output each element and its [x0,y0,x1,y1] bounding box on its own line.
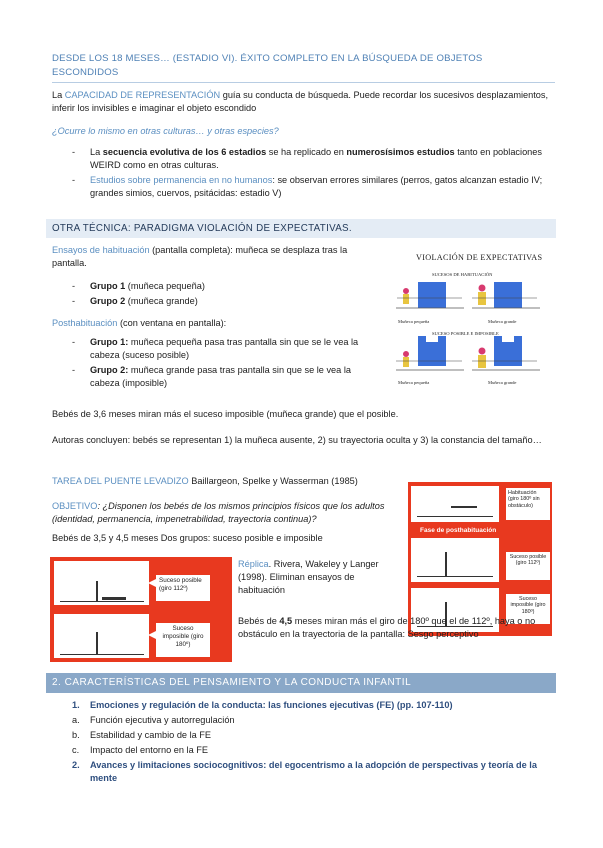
highlight-representation: CAPACIDAD DE REPRESENTACIÓN [64,90,221,100]
text: se ha replicado en [266,147,347,157]
list-item [72,336,377,362]
label-possible-right: Suceso posible (giro 112º) [509,554,547,567]
text: La [90,147,103,157]
figure-subtitle-habituation: SUCESOS DE HABITUACIÓN [432,272,493,277]
paragraph-conclusion: Autoras concluyen: bebés se representan 1) la muñeca ausente, 2) su trayectoria oculta y 3) la constancia del tamaño… [52,435,542,445]
text: La [52,90,65,100]
text: . Rivera, Wakeley y Langer (1998). Eliminan ensayos de habituación [238,559,379,596]
text-bold: Grupo 2: [90,365,129,376]
label-possible-card [156,575,210,601]
paragraph-groups: Bebés de 3,5 y 4,5 meses Dos grupos: suceso posible e imposible [52,533,323,543]
text-bold: numerosísimos estudios [346,147,455,157]
caption-big-2: Muñeca grande [488,380,517,385]
outline-marker: 1. [72,700,80,710]
outline-marker: 2. [72,760,80,771]
question-cultures: ¿Ocurre lo mismo en otras culturas… y otras especies? [52,126,279,136]
paragraph-habituation [52,244,382,270]
habituation-small [396,282,464,308]
panel-habituation [411,486,499,522]
figure-title: VIOLACIÓN DE EXPECTATIVAS [416,253,543,262]
outline-marker: c. [72,745,80,756]
section-title-stage-vi: DESDE LOS 18 MESES… (ESTADIO VI). ÉXITO COMPLETO EN LA BÚSQUEDA DE OBJETOS ESCONDIDOS [52,53,483,78]
floor-line [417,576,493,577]
outline-text: Función ejecutiva y autorregulación [90,715,235,726]
figure-drawbridge-left [50,557,232,662]
test-big [472,336,540,370]
label-possible: Suceso posible (giro 112º) [159,577,202,592]
test-small [396,336,464,370]
caption-big-1: Muñeca grande [488,319,517,324]
text-italic: : ¿Disponen los bebés de los mismos principios físicos que los adultos (identidad, permanencia, impenetrabilidad, trayectoria continua)? [52,501,385,525]
section-band-expectations: OTRA TÉCNICA: PARADIGMA VIOLACIÓN DE EXPECTATIVAS. [46,219,556,238]
highlight-objective: OBJETIVO [52,501,98,511]
list-groups [72,280,372,308]
text: (con ventana en pantalla): [117,318,227,328]
label-impossible: Suceso imposible (giro 180º) [162,625,204,648]
figure-drawings [392,278,552,378]
outline-text: Emociones y regulación de la conducta: las funciones ejecutivas (FE) (pp. 107-110) [90,700,453,710]
paragraph-replica-result [238,615,550,641]
floor-line [417,516,493,517]
title-underline [52,82,555,83]
outline-marker: b. [72,730,80,741]
outline-item-2 [52,759,542,785]
list-item [72,364,377,390]
paragraph-result: Bebés de 3,6 meses miran más el suceso imposible (muñeca grande) que el posible. [52,409,399,419]
paragraph-representation [52,89,552,115]
paragraph-objective [52,500,402,526]
outline-item-1 [52,699,552,712]
text: muñeca pequeña pasa tras pantalla sin que se le vea la cabeza (suceso posible) [90,337,359,361]
screen-flat [451,506,477,508]
text: (pantalla completa): muñeca se desplaza tras la pantalla. [52,245,348,269]
floor-line [60,654,144,655]
outline-item-b [52,729,552,742]
panel-possible [54,561,149,605]
text: meses miran más el giro de 180º que el de 112º, haya o no obstáculo en la trayectoria de la pantalla: Sesgo perceptivo [238,616,536,640]
text-bold: Grupo 1 [90,281,126,291]
highlight-nonhuman: Estudios sobre permanencia en no humanos [90,175,273,186]
list-item [72,174,547,200]
habituation-big [472,282,540,308]
paragraph-replica [238,558,403,597]
outline-list [52,699,552,785]
label-possible-right-card [506,552,550,580]
screen-rotated [96,632,98,654]
obstacle-box [102,597,126,600]
text: guía su conducta de búsqueda. Puede recordar los sucesivos desplazamientos, inferir los invisibles e imaginar el objeto escondido [52,90,549,114]
label-habituation-card [506,488,550,520]
highlight-drawbridge: TAREA DEL PUENTE LEVADIZO [52,476,189,486]
text-bold: Grupo 2 [90,296,126,307]
outline-marker: a. [72,715,80,726]
label-impossible-card [156,623,210,657]
figure-subtitle-test: SUCESO POSIBLE E IMPOSIBLE [432,331,499,336]
text-bold: 4,5 [279,616,293,626]
highlight-habituation: Ensayos de habituación [52,245,150,255]
paragraph-posthabituation [52,317,382,330]
list-item [72,146,547,172]
list-posthab-groups [72,336,377,390]
pointer-arrows [148,577,160,657]
posthabituation-header: Fase de posthabituación [420,527,497,534]
text: muñeca grande pasa tras pantalla sin que se le vea la cabeza (imposible) [90,365,351,389]
outline-item-a [52,714,552,727]
text: tanto en poblaciones WEIRD como en otras culturas. [90,147,542,171]
text-bold: secuencia evolutiva de los 6 estadios [102,147,267,157]
figure-violation-expectations [392,252,552,388]
text: (muñeca pequeña) [125,281,205,291]
screen-rotated [96,581,98,601]
label-habituation: Habituación (giro 180º sin obstáculo) [508,490,540,509]
caption-small-1: Muñeca pequeña [398,319,430,324]
screen-rotated [445,552,447,576]
text: Bebés de [238,616,280,626]
caption-small-2: Muñeca pequeña [398,380,430,385]
outline-item-c [52,744,552,757]
highlight-replica: Réplica [238,559,269,569]
outline-text: Avances y limitaciones sociocognitivos: del egocentrismo a la adopción de perspectivas y teoría de la mente [90,760,537,784]
highlight-posthabituation: Posthabituación [52,318,118,328]
list-item [72,295,372,308]
figure-drawbridge-right [408,482,552,636]
label-impossible-right: Suceso imposible (giro 180º) [510,596,546,615]
text: (muñeca grande) [125,296,198,307]
text: Baillargeon, Spelke y Wasserman (1985) [188,476,358,486]
outline-text: Impacto del entorno en la FE [90,745,208,756]
list-cultures [72,146,547,200]
panel-impossible [54,614,149,658]
list-item [72,280,372,293]
floor-line [60,601,144,602]
text: : se observan errores similares (perros, gatos alcanzan estadio IV; grandes simios, cuervos, psitácidas: estadio V) [90,175,543,199]
drawbridge-title [52,475,402,488]
text-bold: Grupo 1: [90,337,129,347]
panel-possible-right [411,538,499,582]
section-band-characteristics: 2. CARACTERÍSTICAS DEL PENSAMIENTO Y LA CONDUCTA INFANTIL [46,673,556,693]
outline-text: Estabilidad y cambio de la FE [90,730,212,741]
